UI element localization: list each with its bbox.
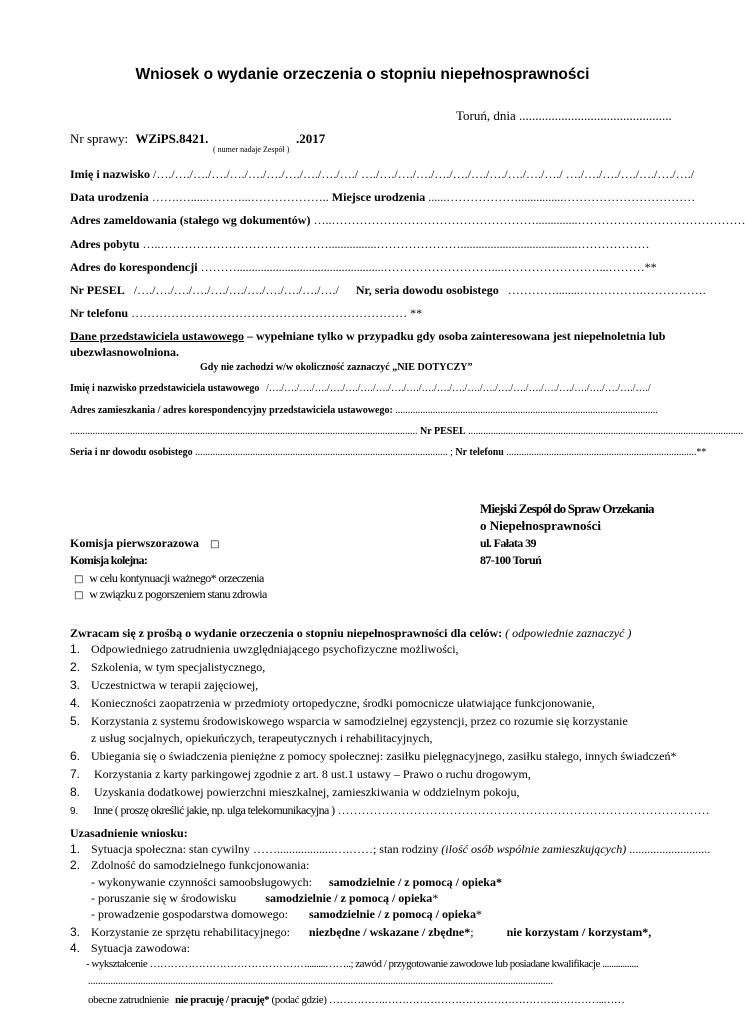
purpose-item-5-cont (70, 731, 433, 746)
pesel-row[interactable] (70, 283, 715, 298)
purposes-intro-row (70, 626, 631, 641)
rep-heading (70, 329, 718, 344)
purpose-number: 4. (70, 696, 81, 710)
household-row[interactable] (91, 907, 482, 922)
purposes-intro: Zwracam się z prośbą o wydanie orzeczenia o stopniu niepełnosprawności dla celów: (70, 626, 503, 640)
purpose-number: 3. (70, 678, 81, 692)
rep-pesel-label: Nr PESEL (420, 426, 466, 437)
correspondence-field[interactable]: ……….................................................………………………....……………………...………** (200, 260, 657, 274)
education-label: - wykształcenie (86, 958, 148, 970)
equipment-sep: ; (470, 925, 474, 939)
page-title: Wniosek o wydanie orzeczenia o stopniu niepełnosprawności (135, 66, 590, 83)
profession-field-2[interactable]: .......................................................................................................................................................................................... (88, 976, 553, 987)
work-row (70, 941, 190, 956)
justification-number: 2. (70, 858, 81, 872)
commission-next-label: Komisja kolejna: (70, 553, 148, 567)
mobility-label: - poruszanie się w środowisku (91, 891, 237, 905)
purpose-item-4[interactable] (70, 696, 595, 711)
rep-pesel-field[interactable]: .............................................................................................................. (468, 426, 744, 437)
equipment-label: Korzystanie ze sprzętu rehabilitacyjnego: (91, 925, 290, 939)
purpose-text: Uzyskania dodatkowej powierzchni mieszkalnej, zamieszkiwania w oddzielnym pokoju, (91, 785, 520, 799)
social-label: Sytuacja społeczna: stan cywilny (91, 842, 250, 856)
equipment-options[interactable]: niezbędne / wskazane / zbędne* (308, 925, 471, 939)
justification-number: 4. (70, 941, 81, 955)
purpose-number: 9. (70, 806, 79, 817)
purpose-item-6[interactable] (70, 749, 676, 764)
case-number-note: ( numer nadaje Zespół ) (213, 145, 290, 154)
rep-address-field[interactable]: ......................................................................................................... (395, 405, 658, 416)
purpose-number: 5. (70, 714, 81, 728)
birth-place-label: Miejsce urodzenia (331, 190, 426, 204)
purpose-text: Konieczności zaopatrzenia w przedmioty ortopedyczne, środki pomocnicze ułatwiające funkcjonowanie, (91, 696, 595, 710)
commission-opt1-row[interactable] (74, 571, 264, 586)
commission-opt1-checkbox[interactable]: □ (74, 574, 83, 585)
address-row[interactable] (70, 213, 745, 228)
case-number-row (70, 131, 326, 147)
birth-place-field[interactable]: ......………………...............…………………………… (428, 190, 696, 204)
household-star: * (475, 907, 482, 921)
employment-note: (podać gdzie) (271, 994, 327, 1006)
stay-address-label: Adres pobytu (70, 237, 140, 251)
correspondence-label: Adres do korespondencji (70, 260, 198, 274)
purpose-number: 2. (70, 660, 81, 674)
purpose-text: Szkolenia, w tym specjalistycznego, (91, 660, 266, 674)
phone-field[interactable]: …………………………………………………………… ** (131, 306, 423, 320)
employment-row[interactable] (88, 994, 715, 1006)
education-row[interactable] (86, 958, 715, 970)
purpose-number: 6. (70, 749, 81, 763)
employment-field[interactable]: …………….………………………………………….…………..…… (328, 994, 625, 1006)
purpose-item-1[interactable] (70, 642, 459, 657)
purpose-item-9[interactable] (70, 803, 715, 818)
rep-id-label: Seria i nr dowodu osobistego (70, 447, 193, 458)
case-number-value: WZiPS.8421. (135, 131, 209, 146)
justification-heading: Uzasadnienie wniosku: (70, 826, 188, 840)
birth-date-field[interactable]: …….….....………...……………….. (151, 190, 329, 204)
rep-name-label: Imię i nazwisko przedstawiciela ustawowego (70, 383, 260, 394)
pesel-label: Nr PESEL (70, 283, 125, 297)
mobility-row[interactable] (91, 891, 438, 906)
phone-label: Nr telefonu (70, 306, 129, 320)
purpose-item-7[interactable] (70, 767, 531, 782)
purpose-item-5[interactable] (70, 714, 628, 729)
purposes-intro-note: ( odpowiednie zaznaczyć ) (505, 626, 632, 640)
purpose-item-3[interactable] (70, 678, 258, 693)
commission-opt1-label: w celu kontynuacji ważnego* orzeczenia (89, 571, 264, 585)
correspondence-row[interactable] (70, 260, 715, 275)
phone-row[interactable] (70, 306, 715, 321)
employment-label: obecne zatrudnienie (88, 994, 169, 1006)
purpose-text: z usług socjalnych, opiekuńczych, terapeutycznych i rehabilitacyjnych, (91, 731, 433, 745)
marital-status-field[interactable]: ……...................….……; (252, 842, 377, 856)
purpose-text: Odpowiedniego zatrudnienia uwzględniającego psychofizyczne możliwości, (91, 642, 459, 656)
family-note: (ilość osób wspólnie zamieszkujących) (441, 842, 627, 856)
social-row[interactable] (70, 842, 715, 857)
not-applicable-note: Gdy nie zachodzi w/w okoliczność zaznaczyć „NIE DOTYCZY” (200, 362, 473, 373)
rep-address-field-2[interactable]: ........................................................................................................................................... (70, 426, 418, 437)
name-slots[interactable]: /…./…./…./…./…./…./…./…./…./…./…./ …./…./…./…./…./…./…./…./…./…./…./ …./…./…./…./…./…./…./ (153, 167, 695, 181)
household-label: - prowadzenie gospodarstwa domowego: (91, 907, 288, 921)
purpose-text: Korzystania z systemu środowiskowego wsparcia w samodzielnej egzystencji, przez co rozumie się korzystanie (91, 714, 628, 728)
self-care-options[interactable]: samodzielnie / z pomocą / opieka* (328, 875, 502, 889)
address-field[interactable]: …..……………………………………………..............…………………………………… (313, 213, 745, 227)
purpose-text: Uczestnictwa w terapii zajęciowej, (91, 678, 259, 692)
work-label: Sytuacja zawodowa: (91, 941, 190, 955)
purpose-other-field[interactable]: ………………………………………………………………………………… (337, 803, 710, 817)
id-card-field[interactable]: …………........…………….……………. (507, 283, 706, 297)
rep-address-row[interactable] (70, 405, 715, 416)
equipment-options-2[interactable]: nie korzystam / korzystam*, (506, 925, 652, 939)
household-options[interactable]: samodzielnie / z pomocą / opieka (308, 907, 476, 921)
rep-phone-field[interactable]: ............................................................................** (506, 447, 707, 458)
self-care-row[interactable] (91, 875, 502, 890)
rep-heading-rest: – wypełniane tylko w przypadku gdy osoba zainteresowana jest niepełnoletnia lub (243, 329, 666, 343)
self-care-label: - wykonywanie czynności samoobsługowych: (91, 875, 312, 889)
profession-label: zawód / przygotowanie zawodowe lub posiadane kwalifikacje (353, 958, 600, 970)
case-number-year: .2017 (296, 131, 326, 146)
purpose-number: 7. (70, 767, 81, 781)
family-label: stan rodziny (376, 842, 439, 856)
justification-number: 1. (70, 842, 81, 856)
address-label: Adres zameldowania (stałego wg dokumentów) (70, 213, 311, 227)
commission-first-checkbox[interactable]: □ (209, 539, 220, 550)
commission-opt2-checkbox[interactable]: □ (74, 590, 83, 601)
name-label: Imię i nazwisko (70, 167, 151, 181)
purpose-number: 1. (70, 642, 81, 656)
birth-row[interactable] (70, 190, 715, 205)
purpose-number: 8. (70, 785, 81, 799)
commission-opt2-label: w związku z pogorszeniem stanu zdrowia (89, 587, 267, 601)
name-row[interactable] (70, 167, 715, 182)
purpose-item-2[interactable] (70, 660, 265, 675)
employment-options[interactable]: nie pracuję / pracuję* (175, 994, 270, 1006)
office-line2: o Niepełnosprawności (480, 518, 601, 533)
birth-date-label: Data urodzenia (70, 190, 149, 204)
office-line4: 87-100 Toruń (480, 553, 542, 567)
id-card-label: Nr, seria dowodu osobistego (355, 283, 499, 297)
rep-id-row[interactable] (70, 447, 715, 458)
purpose-text: Korzystania z karty parkingowej zgodnie z art. 8 ust.1 ustawy – Prawo o ruchu drogowym, (91, 767, 531, 781)
rep-pesel-row[interactable] (70, 426, 744, 437)
stay-address-field[interactable]: …..……………………………………................………………….......................................……………… (142, 237, 650, 251)
purpose-text: Inne ( proszę określić jakie, np. ulga telekomunikacyjna ) (91, 803, 335, 817)
place-date-field[interactable]: Toruń, dnia ............................................... (456, 108, 672, 123)
purpose-item-8[interactable] (70, 785, 520, 800)
rep-address-label: Adres zamieszkania / adres korespondencyjny przedstawiciela ustawowego: (70, 405, 393, 416)
mobility-star: * (432, 891, 439, 905)
rep-id-field[interactable]: ..................................................................................................... ; (195, 447, 453, 458)
family-field[interactable]: ........................... (629, 842, 711, 856)
purpose-text: Ubiegania się o świadczenia pieniężne z pomocy społecznej: zasiłku pielęgnacyjnego, zasiłku stałego, innych świadczeń* (91, 749, 677, 763)
rep-heading-line2: ubezwłasnowolniona. (70, 345, 180, 359)
rep-name-row[interactable] (70, 383, 715, 394)
case-number-label: Nr sprawy: (70, 131, 129, 146)
pesel-slots[interactable]: /…./…./…./…./…./…./…./…./…./…./…./ (133, 283, 339, 297)
equipment-row[interactable] (70, 925, 651, 940)
ability-label: Zdolność do samodzielnego funkcjonowania: (91, 858, 310, 872)
rep-name-slots[interactable]: /…./…./…./…./…./…./…./…./…./…./…./…./…./…./…./…./…./…./…./…./…./…./…./…./…./ (265, 383, 651, 394)
office-line1: Miejski Zespół do Spraw Orzekania (480, 501, 654, 516)
stay-address-row[interactable] (70, 237, 715, 252)
profession-field[interactable]: ................ (602, 958, 639, 970)
commission-opt2-row[interactable] (74, 587, 267, 602)
ability-row (70, 858, 309, 873)
mobility-options[interactable]: samodzielnie / z pomocą / opieka (265, 891, 433, 905)
commission-first-label: Komisja pierwszorazowa (70, 536, 199, 550)
commission-first-row[interactable] (70, 536, 219, 551)
education-field[interactable]: ………………………………………........……..; (149, 958, 354, 970)
rep-heading-title: Dane przedstawiciela ustawowego (70, 329, 244, 343)
justification-number: 3. (70, 925, 81, 939)
office-line3: ul. Fałata 39 (480, 536, 536, 550)
rep-phone-label: Nr telefonu (455, 447, 504, 458)
